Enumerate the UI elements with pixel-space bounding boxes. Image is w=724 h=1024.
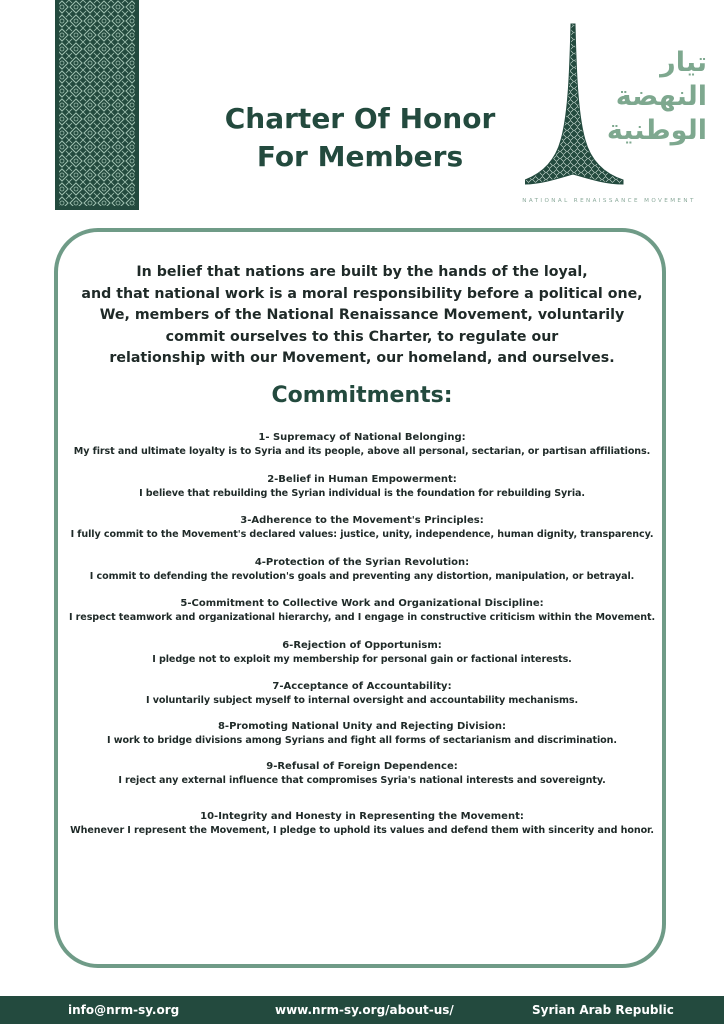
commitment-title: 4-Protection of the Syrian Revolution:: [254, 557, 470, 568]
intro-line: relationship with our Movement, our homeland, and ourselves.: [109, 350, 615, 367]
commitment-title: 2-Belief in Human Empowerment:: [267, 474, 457, 485]
decorative-pattern-strip: [55, 0, 139, 210]
commitment-title: 3-Adherence to the Movement's Principles:: [240, 515, 484, 526]
commitment-item: [56, 810, 668, 838]
page-title: [205, 100, 515, 176]
commitment-text: I respect teamwork and organizational hierarchy, and I engage in constructive criticism within the Movement.: [68, 612, 656, 623]
title-line-1: Charter Of Honor: [224, 102, 496, 135]
footer-bar: [0, 996, 724, 1024]
intro-line: commit ourselves to this Charter, to regulate our: [165, 328, 559, 345]
logo-arabic-name: تيار النهضة الوطنية: [606, 47, 707, 146]
commitment-text: I believe that rebuilding the Syrian individual is the foundation for rebuilding Syria.: [139, 488, 585, 499]
commitment-item: [56, 597, 668, 625]
commitment-text: My first and ultimate loyalty is to Syria and its people, above all personal, sectarian, or partisan affiliations.: [73, 446, 651, 457]
intro-paragraph: [64, 262, 660, 370]
commitment-item: [56, 556, 668, 584]
commitment-title: 1- Supremacy of National Belonging:: [258, 432, 466, 443]
commitment-item: [56, 431, 668, 459]
movement-logo: [522, 22, 710, 212]
commitment-item: [56, 760, 668, 788]
logo-english-name: NATIONAL RENAISSANCE MOVEMENT: [522, 198, 696, 204]
intro-line: We, members of the National Renaissance Movement, voluntarily: [99, 307, 625, 324]
commitment-item: [56, 680, 668, 708]
commitment-text: Whenever I represent the Movement, I pledge to uphold its values and defend them with sincerity and honor.: [70, 825, 654, 836]
commitment-title: 9-Refusal of Foreign Dependence:: [266, 761, 458, 772]
commitment-item: [56, 514, 668, 542]
commitment-title: 7-Acceptance of Accountability:: [272, 681, 452, 692]
commitment-title: 6-Rejection of Opportunism:: [282, 640, 442, 651]
commitments-heading: Commitments:: [271, 383, 453, 408]
commitment-text: I pledge not to exploit my membership for personal gain or factional interests.: [152, 654, 572, 665]
commitment-text: I voluntarily subject myself to internal oversight and accountability mechanisms.: [145, 695, 578, 706]
footer-country: Syrian Arab Republic: [532, 1003, 674, 1017]
commitment-item: [56, 720, 668, 748]
commitment-title: 10-Integrity and Honesty in Representing the Movement:: [200, 811, 524, 822]
commitment-text: I fully commit to the Movement's declared values: justice, unity, independence, human dignity, transparency.: [70, 529, 654, 540]
footer-website-link[interactable]: www.nrm-sy.org/about-us/: [275, 1003, 454, 1017]
commitment-title: 8-Promoting National Unity and Rejecting Division:: [217, 721, 507, 732]
commitment-text: I reject any external influence that compromises Syria's national interests and sovereignty.: [118, 775, 606, 786]
commitment-text: I commit to defending the revolution's goals and preventing any distortion, manipulation, or betrayal.: [89, 571, 635, 582]
commitment-item: [56, 473, 668, 501]
commitment-text: I work to bridge divisions among Syrians and fight all forms of sectarianism and discrimination.: [107, 735, 617, 746]
intro-line: In belief that nations are built by the hands of the loyal,: [136, 264, 588, 280]
title-line-2: For Members: [256, 140, 464, 173]
commitment-title: 5-Commitment to Collective Work and Organizational Discipline:: [180, 598, 544, 609]
footer-email-link[interactable]: info@nrm-sy.org: [68, 1003, 180, 1017]
intro-line: and that national work is a moral responsibility before a political one,: [81, 285, 643, 302]
commitment-item: [56, 639, 668, 667]
